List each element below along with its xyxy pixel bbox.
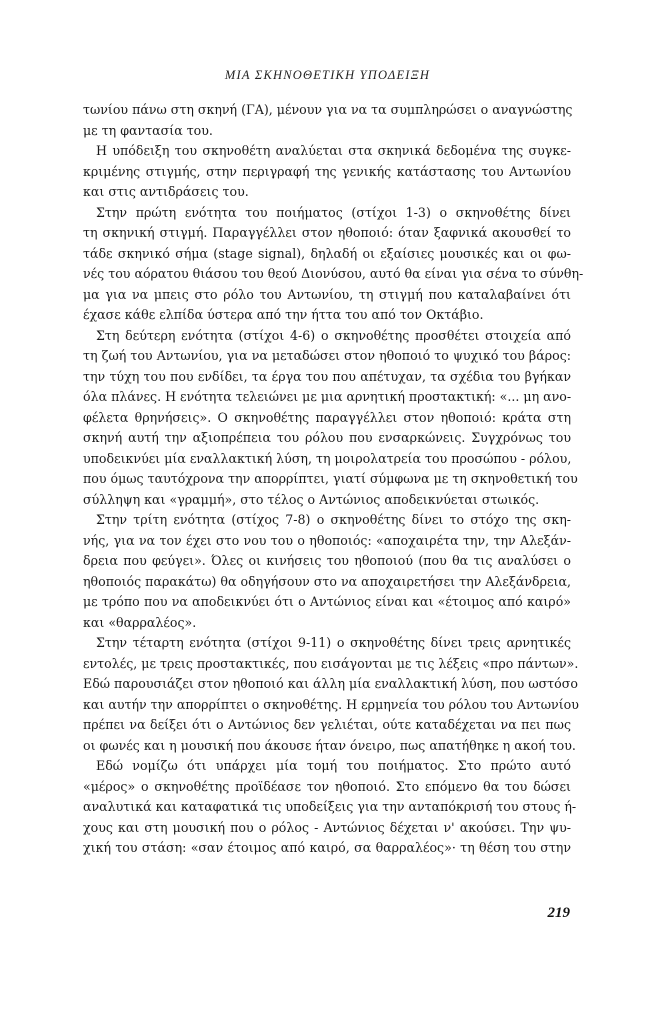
text-line: την τύχη του που ενδίδει, τα έργα του που απέτυχαν, τα σχέδια του βγήκαν bbox=[83, 368, 571, 384]
text-line: Στην πρώτη ενότητα του ποιήματος (στίχοι 1-3) ο σκηνοθέτης δίνει bbox=[96, 204, 571, 220]
running-head: ΜΙΑ ΣΚΗΝΟΘΕΤΙΚΗ ΥΠΟΔΕΙΞΗ bbox=[224, 68, 431, 82]
text-line: οι φωνές και η μουσική που άκουσε ήταν όνειρο, πως απατήθηκε η ακοή του. bbox=[83, 737, 576, 753]
text-line: νής, για να τον έχει στο νου του ο ηθοποιός: «αποχαιρέτα την, την Αλεξάν- bbox=[83, 532, 571, 548]
body-text bbox=[83, 100, 584, 859]
text-line: ηθοποιός παρακάτω) θα οδηγήσουν στο να αποχαιρετήσει την Αλεξάνδρεια, bbox=[83, 573, 571, 589]
text-line: χους και στη μουσική που ο ρόλος - Αντώνιος δέχεται ν' ακούσει. Την ψυ- bbox=[83, 819, 571, 835]
text-line: πρέπει να δείξει ότι ο Αντώνιος δεν γελιέται, ούτε καταδέχεται να πει πως bbox=[83, 717, 571, 732]
text-line: και αυτήν την απορρίπτει ο σκηνοθέτης. Η ερμηνεία του ρόλου του Αντωνίου bbox=[83, 696, 579, 712]
text-line: χική του στάση: «σαν έτοιμος από καιρό, σα θαρραλέος»· τη θέση του στην bbox=[83, 840, 571, 855]
text-line: Στη δεύτερη ενότητα (στίχοι 4-6) ο σκηνοθέτης προσθέτει στοιχεία από bbox=[96, 327, 571, 343]
text-line: τη ζωή του Αντωνίου, για να μεταδώσει στον ηθοποιό το ψυχικό του βάρος: bbox=[83, 348, 571, 363]
text-line: νές του αόρατου θιάσου του θεού Διονύσου, αυτό θα είναι για σένα το σύνθη- bbox=[83, 266, 584, 281]
text-line: με τη φαντασία του. bbox=[83, 122, 213, 138]
text-line: τη σκηνική στιγμή. Παραγγέλλει στον ηθοποιό: όταν ξαφνικά ακουσθεί το bbox=[83, 225, 571, 240]
text-line: φέλετα θρηνήσεις». Ο σκηνοθέτης παραγγέλλει στον ηθοποιό: κράτα στη bbox=[83, 409, 571, 425]
text-line: Στην τρίτη ενότητα (στίχος 7-8) ο σκηνοθέτης δίνει το στόχο της σκη- bbox=[96, 512, 571, 527]
text-line: και στις αντιδράσεις του. bbox=[83, 184, 249, 199]
text-line: σύλληψη και «γραμμή», στο τέλος ο Αντώνιος αποδεικνύεται στωικός. bbox=[83, 491, 540, 507]
text-line: που όμως ταυτόχρονα την απορρίπτει, γιατί σύμφωνα με τη σκηνοθετική του bbox=[83, 471, 578, 486]
text-line: Στην τέταρτη ενότητα (στίχοι 9-11) ο σκηνοθέτης δίνει τρεις αρνητικές bbox=[96, 635, 571, 650]
text-line: σκηνή αυτή την αξιοπρέπεια του ρόλου που ενσαρκώνεις. Συγχρόνως του bbox=[83, 430, 571, 445]
text-line: αναλυτικά και καταφατικά τις υποδείξεις για την ανταπόκρισή του στους ή- bbox=[83, 799, 577, 814]
text-line: Εδώ παρουσιάζει στον ηθοποιό και άλλη μία εναλλακτική λύση, που ωστόσο bbox=[83, 676, 578, 691]
page-number: 219 bbox=[547, 905, 570, 921]
text-line: εντολές, με τρεις προστακτικές, που εισάγονται με τις λέξεις «προ πάντων». bbox=[83, 655, 579, 671]
text-line: τωνίου πάνω στη σκηνή (ΓΑ), μένουν για να τα συμπληρώσει ο αναγνώστης bbox=[83, 102, 573, 117]
text-line: υποδεικνύει μία εναλλακτική λύση, τη μοιρολατρεία του προσώπου - ρόλου, bbox=[83, 450, 572, 466]
text-line: Η υπόδειξη του σκηνοθέτη αναλύεται στα σκηνικά δεδομένα της συγκε- bbox=[96, 143, 571, 158]
text-line: τάδε σκηνικό σήμα (stage signal), δηλαδή οι εξαίσιες μουσικές και οι φω- bbox=[83, 245, 571, 261]
text-line: Εδώ νομίζω ότι υπάρχει μία τομή του ποιήματος. Στο πρώτο αυτό bbox=[96, 758, 571, 773]
text-line: δρεια που φεύγει». Όλες οι κινήσεις του ηθοποιού (που θα τις αναλύσει ο bbox=[83, 553, 571, 568]
text-line: με τρόπο που να αποδεικνύει ότι ο Αντώνιος είναι και «έτοιμος από καιρό» bbox=[83, 594, 571, 609]
text-line: μα για να μπεις στο ρόλο του Αντωνίου, τη στιγμή που καταλαβαίνει ότι bbox=[83, 286, 571, 302]
text-line: όλα πλάνες. Η ενότητα τελειώνει με μια αρνητική προστακτική: «... μη ανο- bbox=[83, 389, 572, 404]
text-line: έχασε κάθε ελπίδα ύστερα από την ήττα του από τον Οκτάβιο. bbox=[83, 307, 484, 322]
text-line: κριμένης στιγμής, στην περιγραφή της γενικής κατάστασης του Αντωνίου bbox=[83, 163, 571, 179]
text-line: και «θαρραλέος». bbox=[83, 614, 197, 630]
text-line: «μέρος» ο σκηνοθέτης προϊδέασε τον ηθοποιό. Στο επόμενο θα του δώσει bbox=[83, 778, 571, 794]
